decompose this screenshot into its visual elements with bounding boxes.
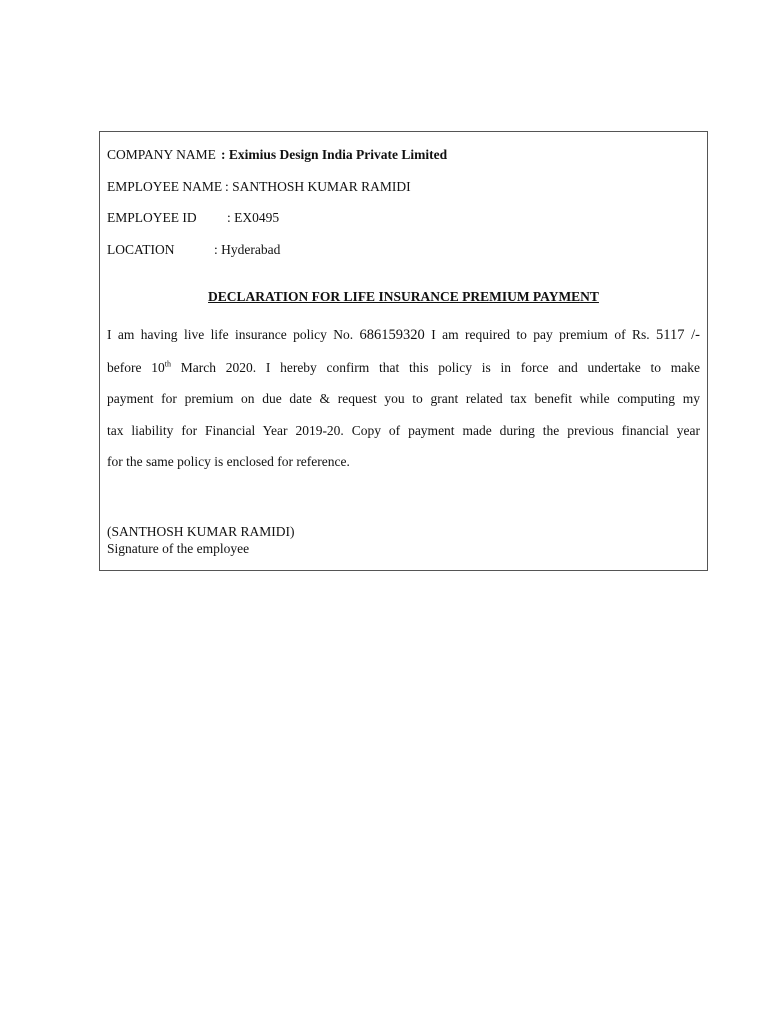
signature-caption: Signature of the employee	[107, 541, 250, 556]
line1-text-a: I am having live life insurance policy No.	[107, 327, 360, 342]
signature-name: (SANTHOSH KUMAR RAMIDI)	[107, 524, 295, 539]
paragraph-line-1	[107, 319, 700, 352]
ordinal-suffix: th	[164, 359, 171, 368]
employee-id-row	[107, 209, 279, 227]
paragraph-line-2	[107, 352, 700, 384]
declaration-heading: DECLARATION FOR LIFE INSURANCE PREMIUM PAYMENT	[208, 289, 599, 304]
employee-id-value: : EX0495	[227, 210, 280, 225]
company-name-label: COMPANY NAME	[107, 147, 216, 162]
location-row	[107, 241, 280, 259]
paragraph-line-5: for the same policy is enclosed for reference.	[107, 454, 350, 469]
line2-text-b: March 2020. I hereby confirm that this policy is in force and undertake to make	[170, 359, 700, 375]
employee-name-row	[107, 178, 411, 196]
location-value: : Hyderabad	[214, 242, 281, 257]
employee-id-label: EMPLOYEE ID	[107, 210, 197, 225]
employee-name-label: EMPLOYEE NAME	[107, 179, 223, 194]
company-name-value: : Eximius Design India Private Limited	[221, 147, 448, 162]
policy-number: 686159320	[359, 327, 425, 343]
company-name-row	[107, 146, 447, 164]
declaration-form-box	[99, 131, 708, 571]
paragraph-line-4: tax liability for Financial Year 2019-20. Copy of payment made during the previous financial year	[107, 422, 700, 438]
paragraph-line-3: payment for premium on due date & request you to grant related tax benefit while computing my	[107, 391, 700, 406]
declaration-paragraph	[107, 319, 700, 478]
location-label: LOCATION	[107, 242, 175, 257]
employee-name-value: : SANTHOSH KUMAR RAMIDI	[225, 179, 411, 194]
line1-text-b: I am required to pay premium of Rs.	[424, 327, 657, 342]
line2-text-a: before 10	[107, 359, 165, 375]
premium-amount: 5117 /-	[656, 327, 700, 343]
